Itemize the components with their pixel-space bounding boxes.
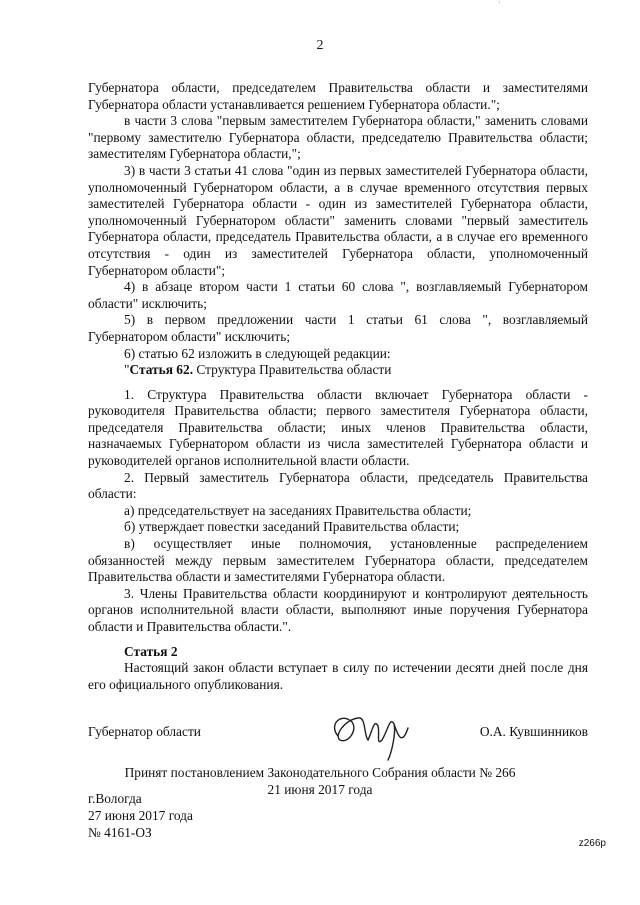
article-2-heading: Статья 2 (124, 643, 178, 659)
paragraph-part3-replacement: в части 3 слова "первым заместителем Губернатора области," заменить словами "первому заместителю Губернатора области, председателю Правительства области; заместителям Губернатора области,"; (88, 113, 588, 162)
document-body (88, 80, 588, 693)
adoption-line-2: 21 июня 2017 года (267, 781, 373, 797)
paragraph-item-4: 4) в абзаце втором части 1 статьи 60 слова ", возглавляемый Губернатором области" исключить; (88, 279, 588, 311)
page-number: 2 (316, 38, 324, 53)
article-62-item-a: а) председательствует на заседаниях Правительства области; (124, 502, 472, 518)
paragraph-continuation: Губернатора области, председателем Правительства области и заместителями Губернатора области устанавливается решением Губернатора области."; (88, 80, 588, 112)
place-date-block (88, 790, 193, 841)
article-62-heading (88, 362, 588, 379)
article-62-label: Статья 62. (129, 362, 194, 378)
article-62-title: Структура Правительства области (196, 362, 392, 378)
handwritten-signature (318, 706, 428, 762)
article-62-part-3: 3. Члены Правительства области координируют и контролируют деятельность органов исполнительной власти области, выполняют иные поручения Губернатора области и Правительства области.". (88, 585, 588, 634)
adoption-line-1: Принят постановлением Законодательного Собрания области № 266 (124, 765, 516, 780)
paragraph-item-5: 5) в первом предложении части 1 статьи 61 слова ", возглавляемый Губернатором области" исключить; (88, 312, 588, 344)
document-code: z266p (578, 838, 606, 849)
article-62-item-b: б) утверждает повестки заседаний Правительства области; (124, 519, 460, 535)
article-62-item-v: в) осуществляет иные полномочия, установленные распределением обязанностей между первым заместителем Губернатора области, председателем Правительства области и заместителями Губернатора области. (88, 536, 588, 585)
law-number: № 4161-ОЗ (88, 825, 152, 840)
place-date: 27 июня 2017 года (88, 808, 193, 823)
corner-mark: ' (498, 0, 500, 9)
place-city: г.Вологда (88, 791, 142, 806)
article-62-quote: " (124, 362, 130, 378)
paragraph-item-6: 6) статью 62 изложить в следующей редакции: (124, 345, 391, 361)
article-2-text: Настоящий закон области вступает в силу по истечении десяти дней после дня его официального опубликования. (88, 660, 588, 692)
article-62-part-1: 1. Структура Правительства области включает Губернатора области - руководителя Правительства области; первого заместителя Губернатора области, председателя Правительства области; иных членов Правительства области, назначаемых Губернатором области из числа заместителей Губернатора области и руководителей органов исполнительной власти области. (88, 386, 588, 469)
signatory-name: О.А. Кувшинников (479, 724, 588, 739)
article-62-part-2: 2. Первый заместитель Губернатора области, председатель Правительства области: (88, 469, 588, 502)
signatory-position: Губернатор области (88, 724, 201, 739)
paragraph-item-3: 3) в части 3 статьи 41 слова "один из первых заместителей Губернатора области, уполномоченный Губернатором области, а в случае временного отсутствия первых заместителей Губернатора области - один из заместителей Губернатора области, уполномоченный Губернатором области" заменить словами "первый заместитель Губернатора области, председатель Правительства области, а в случае его временного отсутствия - один из заместителей Губернатора области, уполномоченный Губернатором области"; (88, 162, 588, 278)
